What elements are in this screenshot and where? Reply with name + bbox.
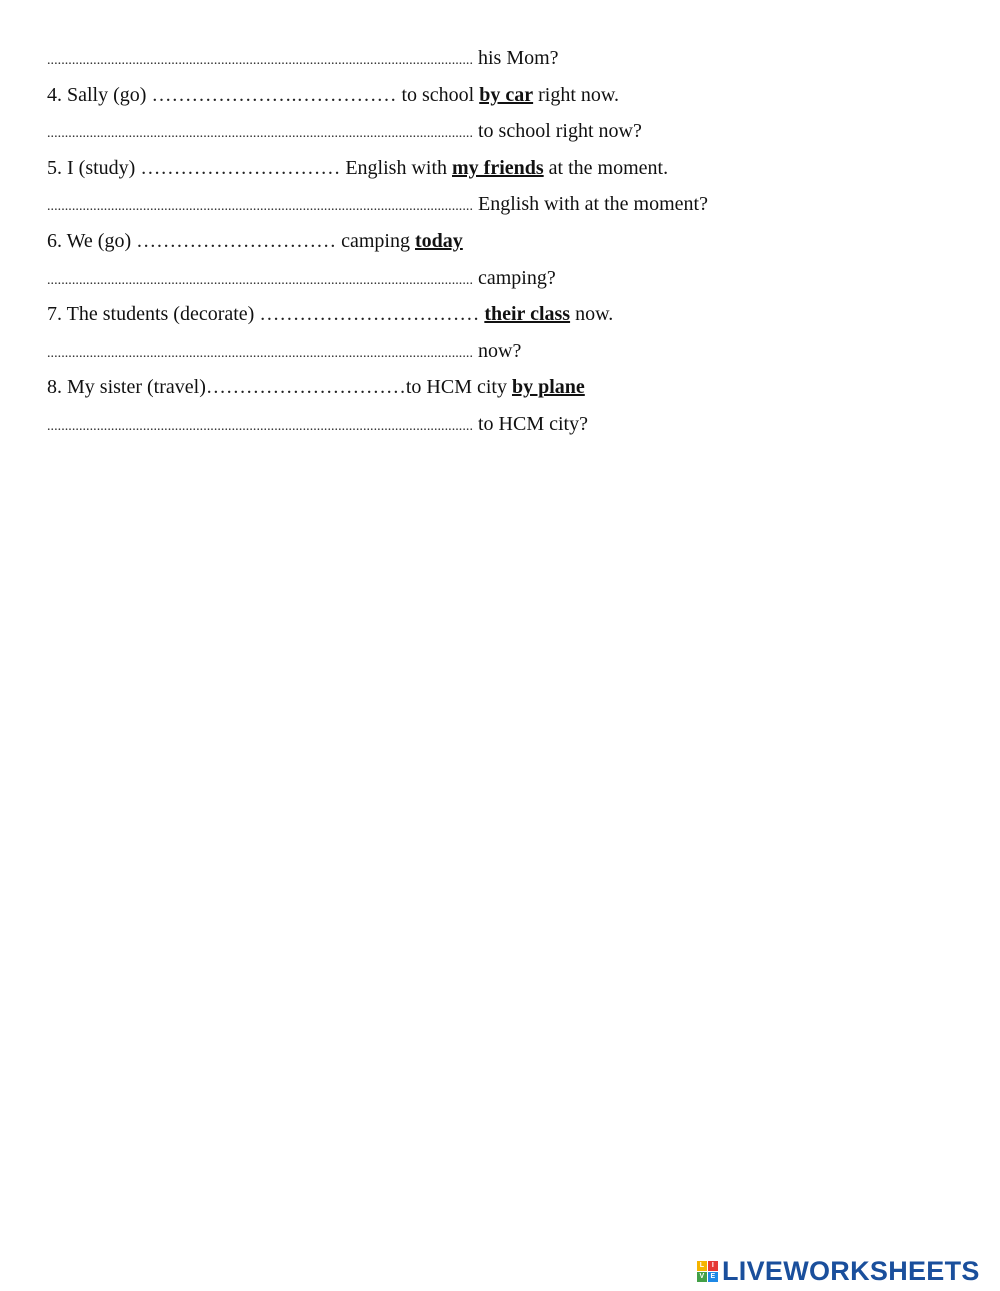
answer-line-6 — [47, 266, 556, 293]
logo-blocks-icon — [697, 1261, 718, 1282]
answer-suffix: to school right now? — [478, 120, 642, 142]
question-prefix: 6. We (go) — [47, 230, 132, 252]
answer-line-7 — [47, 339, 521, 366]
answer-blank[interactable]: ........................................................................................................................ — [47, 53, 473, 68]
question-prefix: 5. I (study) — [47, 157, 136, 179]
verb-blank[interactable]: ………………….…………… — [151, 84, 397, 106]
answer-suffix: English with at the moment? — [478, 193, 708, 215]
underlined-key: their class — [484, 303, 571, 325]
question-7 — [47, 302, 613, 326]
question-prefix: 4. Sally (go) — [47, 84, 147, 106]
verb-blank[interactable]: ………………………… — [136, 230, 337, 252]
question-prefix: 7. The students (decorate) — [47, 303, 255, 325]
answer-blank[interactable]: ........................................................................................................................ — [47, 126, 473, 141]
question-mid: to school — [401, 84, 475, 106]
question-4 — [47, 83, 619, 107]
underlined-key: today — [415, 230, 463, 252]
logo-text: LIVEWORKSHEETS — [722, 1255, 980, 1286]
question-5 — [47, 156, 668, 180]
question-8 — [47, 375, 585, 399]
logo-block: I — [708, 1261, 718, 1271]
answer-blank[interactable]: ........................................................................................................................ — [47, 419, 473, 434]
underlined-key: my friends — [452, 157, 544, 179]
answer-line-4 — [47, 119, 642, 146]
answer-blank[interactable]: ........................................................................................................................ — [47, 346, 473, 361]
question-mid: camping — [341, 230, 410, 252]
question-end: at the moment. — [548, 157, 669, 179]
verb-blank[interactable]: …………………………… — [259, 303, 480, 325]
logo-block: V — [697, 1272, 707, 1282]
question-mid: English with — [345, 157, 447, 179]
logo-block: L — [697, 1261, 707, 1271]
question-prefix: 8. My sister (travel) — [47, 376, 206, 398]
question-end: now. — [575, 303, 614, 325]
underlined-key: by plane — [511, 376, 585, 398]
answer-blank[interactable]: ........................................................................................................................ — [47, 199, 473, 214]
underlined-key: by car — [479, 84, 534, 106]
answer-line-8 — [47, 412, 588, 439]
answer-suffix: now? — [478, 340, 522, 362]
answer-line-3 — [47, 46, 559, 73]
verb-blank[interactable]: ………………………… — [205, 376, 406, 398]
answer-line-5 — [47, 192, 708, 219]
verb-blank[interactable]: ………………………… — [140, 157, 341, 179]
answer-blank[interactable]: ........................................................................................................................ — [47, 273, 473, 288]
logo-block: E — [708, 1272, 718, 1282]
question-6 — [47, 229, 463, 253]
liveworksheets-logo — [697, 1254, 980, 1288]
answer-suffix: to HCM city? — [478, 413, 588, 435]
answer-suffix: camping? — [478, 267, 556, 289]
answer-suffix: his Mom? — [478, 47, 559, 69]
question-mid: to HCM city — [405, 376, 507, 398]
question-end: right now. — [538, 84, 620, 106]
